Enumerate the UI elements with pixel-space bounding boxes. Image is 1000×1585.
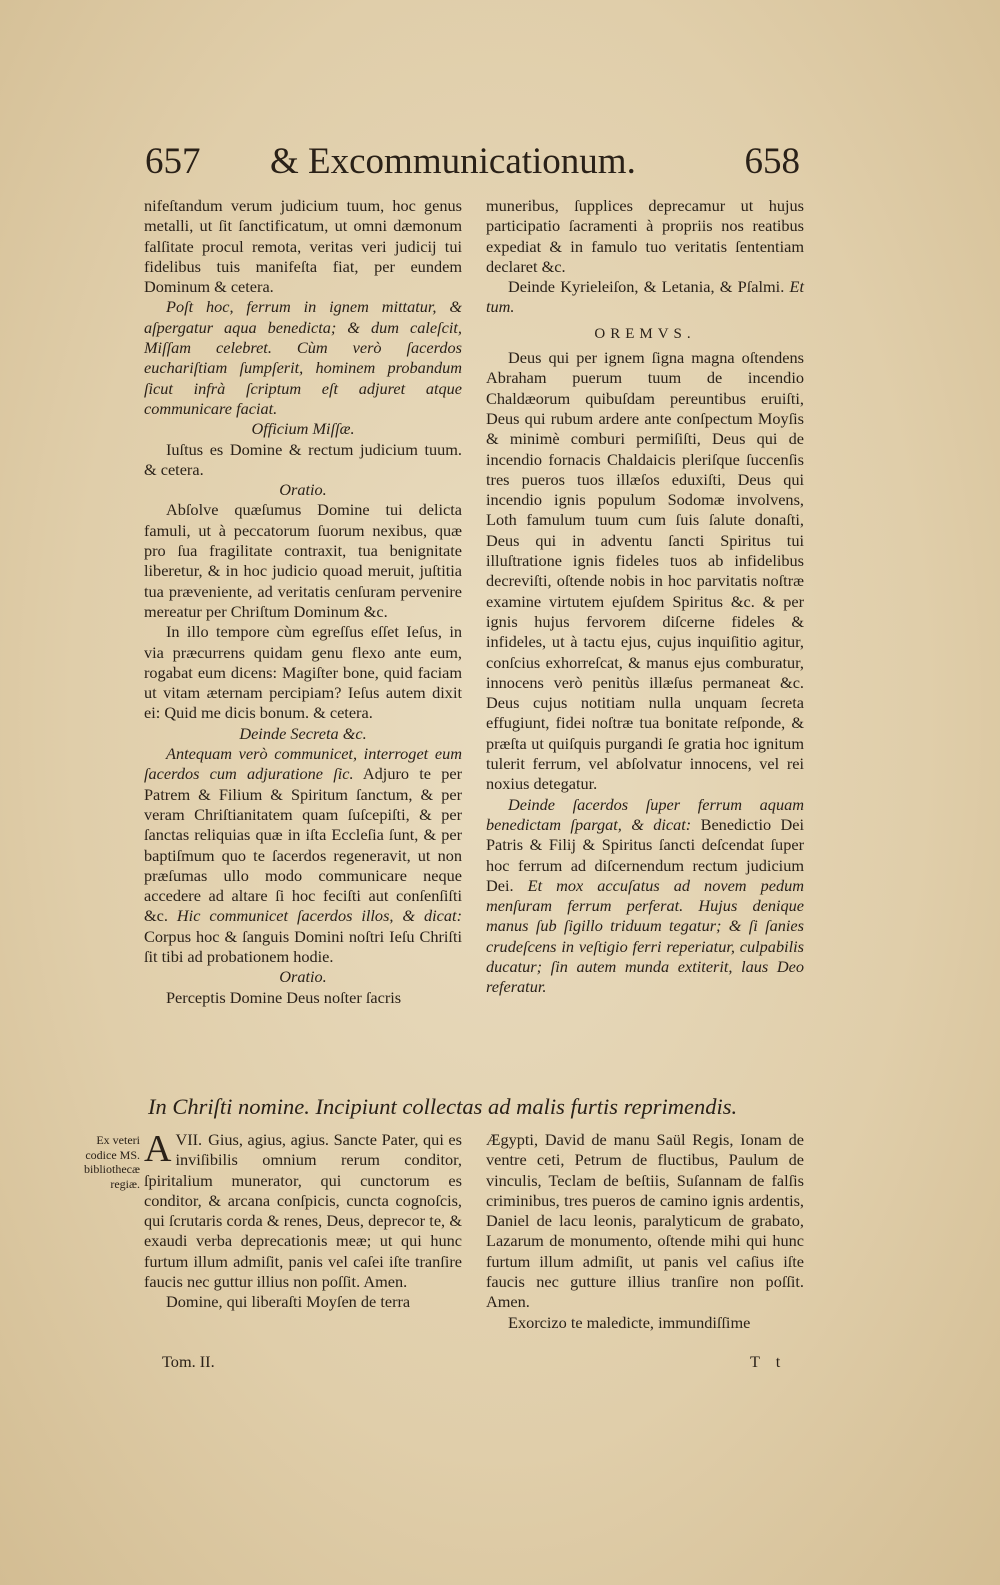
page-number-left: 657 (145, 141, 201, 182)
section2-right-column (486, 1130, 804, 1333)
signature-mark: T t (750, 1352, 787, 1371)
centered-heading: Deinde Secreta &c. (239, 723, 367, 743)
centered-heading: Officium Miſſæ. (251, 419, 355, 439)
running-header (140, 140, 800, 184)
right-column (486, 196, 804, 998)
drop-cap: A (144, 1128, 172, 1170)
text-span: Corpus hoc & ſanguis Domini noſtri Ieſu Chriſti ſit tibi ad probationem hodie. (144, 926, 462, 966)
text-span: Deinde Kyrieleiſon, & Letania, & Pſalmi. (508, 277, 785, 297)
running-title: & Excommunicationum. (270, 141, 636, 182)
text-span: Adjuro te per Patrem & Filium & Spiritum ſanctum, & per veram Chriſtianitatem quam ſuſcepiſti, & per ſanctas reliquias quæ in iſta Eccleſia ſunt, & per baptiſmum quo te ſacerdos regeneravit, ut non præſumas ullo modo communicare neque accedere ad altare ſi hoc feciſti aut conſenſiſti &c. (144, 764, 462, 926)
body-paragraph: Abſolve quæſumus Domine tui delicta famuli, ut à peccatorum ſuorum nexibus, quæ pro ſua fragilitate contraxit, tua benignitate liberetur, & in hoc judicio quoad meruit, juſtitia tua præveniente, ad veritatis cenſuram pervenire mereatur per Chriſtum Dominum &c. (144, 500, 462, 621)
section-rubric: In Chriſti nomine. Incipiunt collectas ad malis furtis reprimendis. (148, 1094, 738, 1119)
section-number: VII. (175, 1130, 203, 1149)
rubric-span: Antequam verò communicet, interroget eum ſacerdos cum adjuratione ſic. (144, 744, 462, 784)
section2-left-text: Gius, agius, agius. Sancte Pater, qui es inviſibilis omnium rerum conditor, ſpiritalium munerator, qui cunctorum es conditor, & arcana conſpicis, cuncta cognoſcis, qui ſcrutaris corda & renes, Deus, deprecor te, & exaudi verba deprecationis meæ; ut qui hunc furtum illum admiſit, panis vel caſei iſte tranſire faucis nec guttur illius non poſſit. Amen. (144, 1130, 462, 1292)
margin-note: Ex veteri codice MS. bibliothecæ regiæ. (84, 1133, 140, 1191)
section2-right-continuation: Exorcizo te maledicte, immundiſſime (508, 1312, 751, 1332)
prayer-heading: OREMVS. (594, 325, 696, 342)
section2-left-column (144, 1130, 462, 1313)
rubric-span: Et mox accuſatus ad novem pedum menſuram ferrum perferat. Hujus denique manus ſub ſigillo triduum tegatur; & ſi ſanies crudeſcens in veſtigio ferri reperiatur, culpabilis ducatur; ſin autem munda extiterit, laus Deo referatur. (486, 875, 804, 997)
section2-left-continuation: Domine, qui liberaſti Moyſen de terra (166, 1292, 411, 1312)
left-column (144, 196, 462, 1008)
rubric-span: Hic communicet ſacerdos illos, & dicat: (167, 906, 462, 926)
centered-heading: Oratio. (279, 967, 327, 987)
body-paragraph: Perceptis Domine Deus noſter ſacris (166, 987, 402, 1007)
rubric-span: Et tum. (486, 277, 804, 317)
text-span: Benedictio Dei Patris & Filij & Spiritus ſancti deſcendat ſuper hoc ferrum ad diſcernendum rectum judicium Dei. (486, 814, 804, 895)
section2-right-text: Ægypti, David de manu Saül Regis, Ionam de ventre ceti, Petrum de fluctibus, Paulum de vinculis, Teclam de beſtiis, Suſannam de falſis criminibus, tres pueros de camino ignis ardentis, Daniel de lacu leonis, paralyticum de grabato, Lazarum de monumento, oſtende mihi qui hunc furtum illum admiſit, ut panis vel caſius iſte faucis nec gutture illius tranſire non poſſit. Amen. (486, 1130, 804, 1312)
mixed-paragraph (486, 795, 804, 998)
mixed-paragraph (144, 744, 462, 967)
body-paragraph: Deus qui per ignem ſigna magna oſtendens Abraham puerum tuum de incendio Chaldæorum quibuſdam pereuntibus eruiſti, Deus qui rubum ardere ante conſpectum Moyſis & minimè comburi permiſiſti, Deus qui de incendio fornacis Chaldaicis pleriſque ſuccenſis tres pueros tuos illæſos eduxiſti, Deus qui incendio ignis populum Sodomæ involvens, Loth famulum tuum cum ſuis ſalute donaſti, Deus qui in adventu ſancti Spiritus tui illuſtratione ignis fideles tuos ab infidelibus decreviſti, oſtende nobis in hoc parvitatis noſtræ examine virtutem ejuſdem Spiritus &c. & per ignis hujus fervorem diſcerne fideles & infideles, ut à tactu ejus, cujus inquiſitio agitur, conſcius exhorreſcat, & manus ejus comburatur, innocens verò penitùs illæſus permaneat &c. Deus cujus notitiam nulla unquam ſecreta effugiunt, fidei noſtræ tua bonitate reſponde, & præſta ut quiſquis purgandi ſe gratia hoc ignitum tulerit ferrum, vel abſolvatur innocens, vel rei noxius detegatur. (486, 348, 804, 794)
rubric-span: Deinde ſacerdos ſuper ferrum aquam benedictam ſpargat, & dicat: (486, 794, 804, 834)
centered-heading: Oratio. (279, 480, 327, 500)
body-paragraph: In illo tempore cùm egreſſus eſſet Ieſus, in via præcurrens quidam genu flexo ante eum, rogabat eum dicens: Magiſter bone, quid faciam ut vitam æternam percipiam? Ieſus autem dixit ei: Quid me dicis bonum. & cetera. (144, 622, 462, 723)
body-paragraph: Iuſtus es Domine & rectum judicium tuum. & cetera. (144, 439, 462, 479)
volume-mark: Tom. II. (162, 1352, 215, 1371)
rubric-paragraph: Poſt hoc, ferrum in ignem mittatur, & aſpergatur aqua benedicta; & dum caleſcit, Miſſam celebret. Cùm verò ſacerdos euchariſtiam ſumpſerit, hominem probandum ſicut infrà ſcriptum eſt adjuret atque communicare faciat. (144, 297, 462, 418)
page-number-right: 658 (744, 141, 800, 182)
body-paragraph: muneribus, ſupplices deprecamur ut hujus participatio ſacramenti à propriis nos reatibus expediat & in famulo tuo veritatis ſententiam declaret &c. (486, 196, 804, 276)
body-paragraph: nifeſtandum verum judicium tuum, hoc genus metalli, ut ſit ſanctificatum, ut omni dæmonum falſitate procul remota, veritas veri judicij tui fidelibus tuis manifeſta fiat, per eundem Dominum & cetera. (144, 196, 462, 297)
mixed-paragraph (486, 277, 804, 318)
